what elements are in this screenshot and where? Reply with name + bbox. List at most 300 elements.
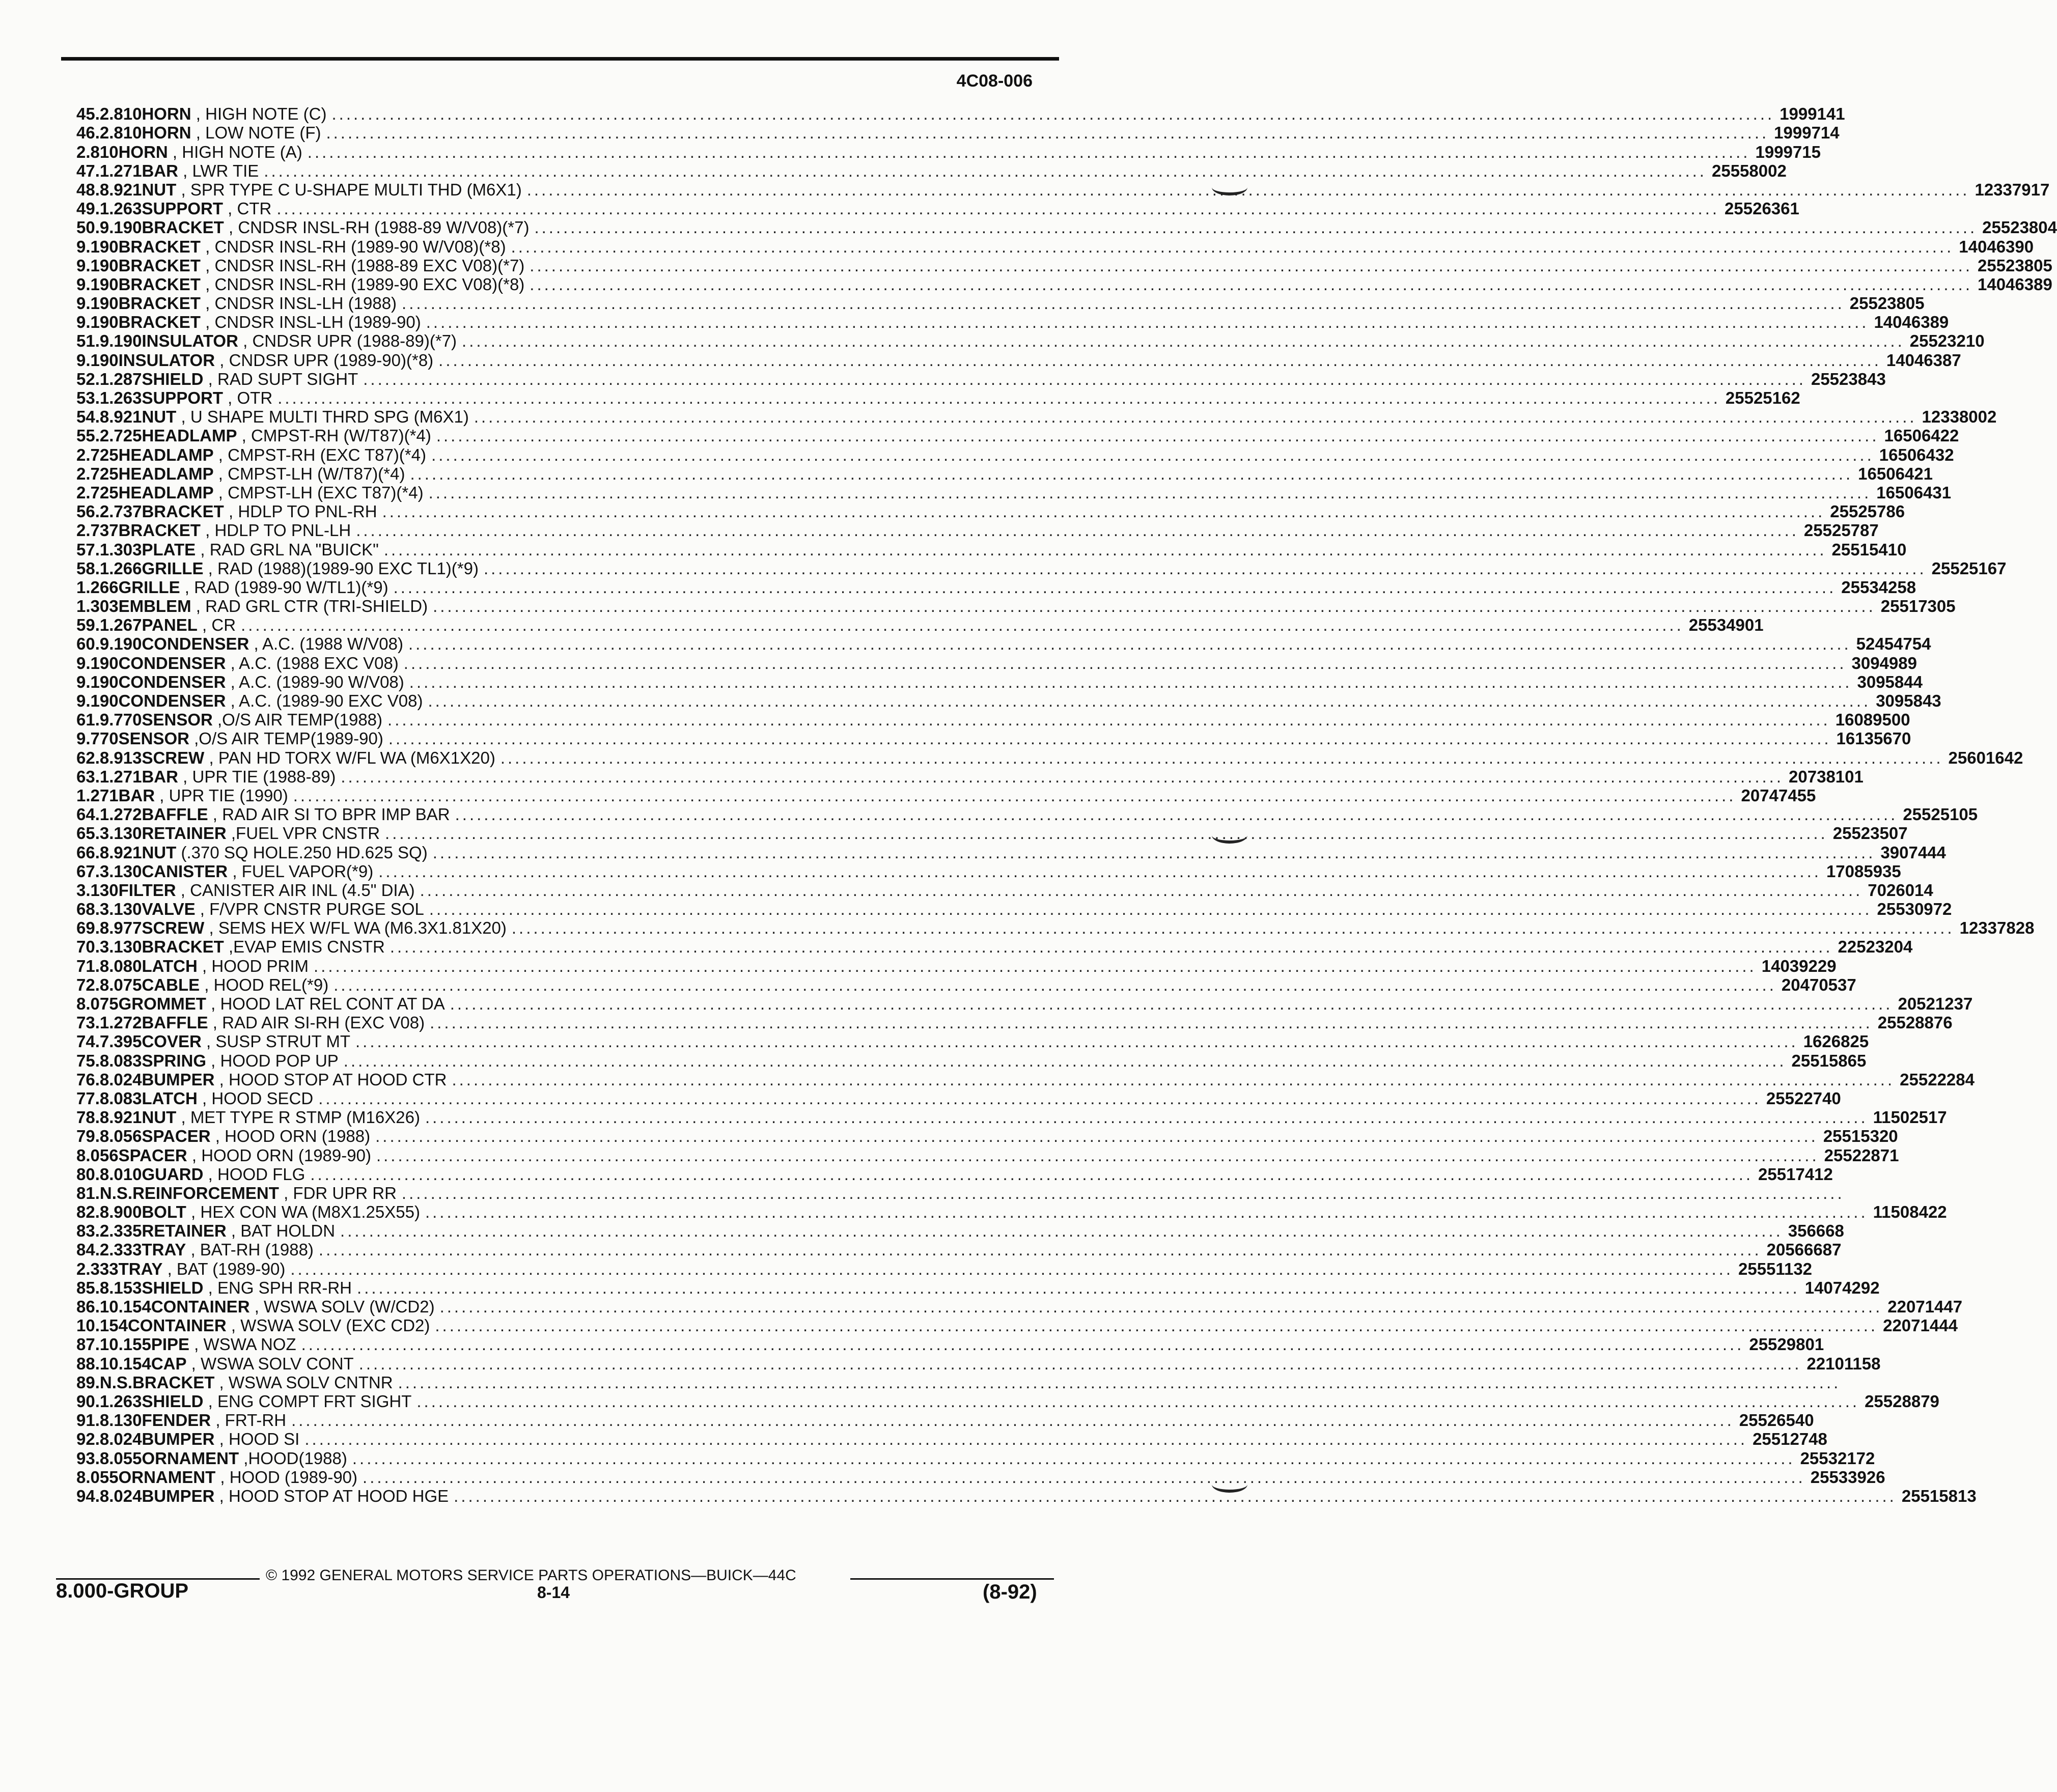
part-detail: SUSP STRUT MT [215,1032,350,1051]
part-number: 16135670 [1836,729,1911,748]
part-row [76,1108,1947,1127]
part-number: 25525787 [1803,521,1879,540]
group-number: 1.287 [99,369,142,388]
part-name: BRACKET [132,1373,215,1392]
part-number: 22523204 [1838,937,1913,957]
part-row [76,445,1954,464]
group-number: 2.810 [76,142,119,161]
part-row [76,237,2034,256]
part-row [76,824,1908,843]
part-detail: RAD (1989-90 W/TL1)(*9) [194,577,388,597]
part-detail: RAD (1988)(1989-90 EXC TL1)(*9) [217,558,479,578]
part-name: SPACER [118,1145,187,1165]
group-number: 8.130 [99,1411,142,1430]
part-number: 17085935 [1826,861,1901,881]
part-name: HORN [142,104,191,124]
scan-mark [1212,179,1247,195]
leader-dots: ........................................................................................................................................................................................................ [401,1183,1845,1202]
part-description: FENDER , FRT-RH [142,1411,287,1430]
part-detail: UPR TIE (1990) [169,786,288,805]
part-description: BRACKET , HDLP TO PNL-LH [118,521,351,540]
copyright-notice: © 1992 GENERAL MOTORS SERVICE PARTS OPERATIONS—BUICK—44C [266,1567,796,1584]
leader-dots: ........................................................................................................................................................................................................ [435,1316,1878,1335]
part-name: SUPPORT [142,388,223,407]
part-number: 20566687 [1766,1240,1842,1259]
part-detail: HOOD PRIM [211,956,309,975]
leader-dots: ........................................................................................................................................................................................................ [390,937,1833,957]
part-number: 1999141 [1780,104,1845,124]
part-name: SPACER [142,1127,211,1146]
part-row [76,294,1925,313]
leader-dots: ........................................................................................................................................................................................................ [290,1259,1734,1278]
part-row [76,142,1821,161]
part-detail: CNDSR UPR (1989-90)(*8) [229,350,434,370]
part-detail: CNDSR INSL-RH (1988-89 W/V08)(*7) [238,218,530,237]
part-description: HORN , HIGH NOTE (A) [118,142,302,161]
part-name: BAR [142,161,178,180]
leader-dots: ........................................................................................................................................................................................................ [301,1335,1744,1354]
part-description: BAFFLE , RAD AIR SI-RH (EXC V08) [142,1013,425,1032]
part-description: REINFORCEMENT , FDR UPR RR [132,1183,397,1202]
leader-dots: ........................................................................................................................................................................................................ [452,1070,1895,1089]
part-detail: UPR TIE (1988-89) [192,767,336,786]
ref-number: 93. [76,1448,100,1468]
part-number: 14039229 [1761,956,1837,975]
part-description: GRILLE , RAD (1989-90 W/TL1)(*9) [118,577,388,597]
group-number: 2.810 [99,104,142,124]
part-name: BRACKET [118,256,201,275]
part-description: NUT , SPR TYPE C U-SHAPE MULTI THD (M6X1) [142,180,522,199]
page-number: 8-14 [537,1583,570,1602]
part-number: 20738101 [1789,767,1864,786]
group-number: 8.075 [76,994,119,1013]
leader-dots: ........................................................................................................................................................................................................ [293,786,1736,805]
part-number: 16089500 [1835,710,1910,730]
part-detail: BAT HOLDN [240,1221,336,1241]
part-row [76,843,1946,862]
part-description [142,843,427,862]
leader-dots: ........................................................................................................................................................................................................ [393,577,1837,597]
part-number: 25517412 [1758,1164,1833,1184]
part-name: BUMPER [142,1486,215,1505]
part-number: 25512748 [1753,1430,1827,1449]
part-name: INSULATOR [118,350,215,370]
part-description: BRACKET , HDLP TO PNL-RH [142,502,377,521]
ref-number: 83. [76,1221,100,1241]
part-description: PANEL , CR [142,615,236,635]
group-number: 9.190 [76,672,119,691]
ref-number: 92. [76,1430,100,1449]
part-description: SPACER , HOOD ORN (1988) [142,1127,371,1146]
part-name: CANISTER [142,861,228,881]
footer-rule-right [850,1578,1054,1580]
ref-number: 74. [76,1032,100,1051]
part-detail: CR [211,615,236,635]
leader-dots: ........................................................................................................................................................................................................ [387,710,1830,730]
ref-number: 55. [76,426,100,445]
part-description: HORN , HIGH NOTE (C) [142,104,327,124]
ref-number: 90. [76,1391,100,1411]
leader-dots: ........................................................................................................................................................................................................ [264,161,1707,180]
part-description: HEADLAMP , CMPST-LH (W/T87)(*4) [118,464,405,483]
part-row [76,1164,1833,1184]
group-number: 8.913 [99,748,142,767]
group-number: 9.190 [99,331,142,351]
part-description: CABLE , HOOD REL(*9) [142,975,329,994]
ref-number: 51. [76,331,100,351]
group-number: 9.190 [76,691,119,710]
part-number: 25525786 [1830,502,1905,521]
part-detail: HIGH NOTE (A) [182,142,302,161]
part-detail: BAT-RH (1988) [200,1240,314,1259]
leader-dots: ........................................................................................................................................................................................................ [318,1088,1761,1108]
part-row [76,918,2035,938]
part-description [119,729,383,748]
part-row [76,1070,1975,1089]
part-row [76,502,1905,521]
part-detail: CNDSR INSL-RH (1988-89 EXC V08)(*7) [214,256,525,275]
part-number: 25517305 [1880,597,1956,616]
part-row [76,331,1985,351]
group-number: N.S. [99,1373,133,1392]
part-name: SENSOR [142,710,213,730]
part-name: VALVE [142,900,196,919]
part-description: PLATE , RAD GRL NA "BUICK" [142,540,379,559]
part-description: CANISTER , FUEL VAPOR(*9) [142,861,374,881]
part-name: TRAY [142,1240,186,1259]
part-number: 22071447 [1887,1297,1963,1316]
part-description: TRAY , BAT-RH (1988) [142,1240,314,1259]
group-number: 8.921 [99,407,142,427]
part-row [76,1354,1881,1373]
part-description: BRACKET , CNDSR INSL-RH (1988-89 EXC V08)(*7) [118,256,525,275]
part-row [76,1127,1898,1146]
part-description: BRACKET , CNDSR INSL-RH (1988-89 W/V08)(*7) [142,218,530,237]
part-description: HEADLAMP , CMPST-LH (EXC T87)(*4) [118,483,424,502]
part-row [76,558,2007,578]
part-number: 25528879 [1865,1391,1939,1411]
ref-number: 81. [76,1183,100,1202]
group-number: 1.267 [99,615,142,635]
part-name: SHIELD [142,369,204,388]
part-row [76,256,2052,275]
leader-dots: ........................................................................................................................................................................................................ [331,104,1775,124]
part-detail: WSWA SOLV CNTNR [228,1373,393,1392]
part-name: NUT [142,843,177,862]
part-name: GROMMET [118,994,206,1013]
part-name: HORN [118,142,168,161]
part-name: SENSOR [118,729,189,748]
part-row [76,1032,1869,1051]
part-detail: ,EVAP EMIS CNSTR [228,937,385,957]
part-number: 16506422 [1884,426,1959,445]
leader-dots: ........................................................................................................................................................................................................ [310,1164,1754,1184]
part-number: 16506431 [1876,483,1952,502]
leader-dots: ........................................................................................................................................................................................................ [363,369,1806,388]
part-detail: RAD GRL CTR (TRI-SHIELD) [205,597,428,616]
part-description: CAP , WSWA SOLV CONT [151,1354,354,1373]
part-name: HEADLAMP [118,483,214,502]
part-name: BOLT [142,1202,186,1222]
leader-dots: ........................................................................................................................................................................................................ [398,1373,1841,1392]
ref-number: 86. [76,1297,100,1316]
part-name: BAFFLE [142,805,208,824]
group-number: 1.263 [99,199,142,218]
part-number: 12337917 [1975,180,2050,199]
part-number: 22101158 [1806,1354,1881,1373]
leader-dots: ........................................................................................................................................................................................................ [439,1297,1883,1316]
part-row [76,388,1800,408]
part-description: GUARD , HOOD FLG [142,1164,305,1184]
part-row [76,615,1764,635]
part-description: SHIELD , ENG COMPT FRT SIGHT [142,1391,412,1411]
group-number: 1.271 [99,161,142,180]
part-description: BAR , LWR TIE [142,161,259,180]
part-detail: CNDSR INSL-RH (1989-90 EXC V08)(*8) [214,274,525,294]
ref-number: 82. [76,1202,100,1222]
part-name: BRACKET [118,521,201,540]
part-detail: CTR [237,199,272,218]
part-name: CONDENSER [118,672,226,691]
group-number: 8.921 [99,843,142,862]
part-detail: FDR UPR RR [293,1183,397,1202]
part-row [76,691,1941,711]
leader-dots: ........................................................................................................................................................................................................ [376,1145,1819,1165]
part-row [76,1391,1939,1411]
part-detail: FRT-RH [225,1411,287,1430]
ref-number: 75. [76,1051,100,1070]
leader-dots: ........................................................................................................................................................................................................ [436,426,1879,445]
part-description: BAFFLE , RAD AIR SI TO BPR IMP BAR [142,805,450,824]
part-name: BUMPER [142,1070,215,1089]
leader-dots: ........................................................................................................................................................................................................ [534,218,1978,237]
part-detail: CMPST-LH (W/T87)(*4) [228,464,405,483]
part-row [76,1467,1885,1487]
part-name: PANEL [142,615,198,635]
leader-dots: ........................................................................................................................................................................................................ [426,313,1869,332]
part-description: CONDENSER , A.C. (1988 W/V08) [142,634,403,654]
part-row [76,975,1856,995]
group-number: 10.154 [99,1354,151,1373]
leader-dots: ........................................................................................................................................................................................................ [530,274,1972,294]
part-detail: A.C. (1989-90 EXC V08) [239,691,423,710]
part-name: BRACKET [142,502,224,521]
part-detail: MET TYPE R STMP (M16X26) [190,1108,420,1127]
part-number: 25532172 [1800,1448,1875,1468]
part-description: BAR , UPR TIE (1988-89) [142,767,336,786]
ref-number: 78. [76,1108,100,1127]
part-number: 25523805 [1849,294,1925,313]
part-detail: RAD GRL NA "BUICK" [209,540,379,559]
part-number: 11508422 [1873,1202,1947,1222]
part-name: HEADLAMP [118,445,214,464]
part-number: 20521237 [1898,994,1973,1013]
group-number: 2.725 [76,483,119,502]
part-row [76,1051,1867,1070]
part-number: 25522871 [1824,1145,1899,1165]
part-row [76,729,1911,748]
leader-dots: ........................................................................................................................................................................................................ [388,729,1831,748]
part-number: 25523805 [1978,256,2052,275]
group-number: 10.154 [76,1316,128,1335]
leader-dots: ........................................................................................................................................................................................................ [425,1202,1868,1222]
part-number: 11502517 [1873,1108,1947,1127]
ref-number: 57. [76,540,100,559]
leader-dots: ........................................................................................................................................................................................................ [343,1051,1787,1070]
group-number: 8.083 [99,1051,142,1070]
part-detail: (.370 SQ HOLE.250 HD.625 SQ) [181,843,428,862]
part-number: 25526361 [1725,199,1799,218]
part-row [76,104,1845,124]
group-number: 2.725 [76,445,119,464]
part-number: 25523804 [1982,218,2057,237]
part-detail: HOOD SECD [211,1088,314,1108]
group-number: 10.154 [99,1297,151,1316]
part-number: 12338002 [1922,407,1997,427]
part-row [76,350,1961,370]
part-detail: OTR [237,388,273,407]
part-detail: HOOD STOP AT HOOD HGE [229,1486,449,1505]
ref-number: 91. [76,1411,100,1430]
group-number: 8.083 [99,1088,142,1108]
leader-dots: ........................................................................................................................................................................................................ [438,350,1881,370]
leader-dots: ........................................................................................................................................................................................................ [307,142,1750,161]
part-row [76,634,1931,654]
part-number: 25525162 [1725,388,1800,407]
group-number: 7.395 [99,1032,142,1051]
part-description: SHIELD , ENG SPH RR-RH [142,1278,352,1297]
part-detail: ENG SPH RR-RH [217,1278,352,1297]
part-name: TRAY [118,1259,163,1278]
part-detail: WSWA SOLV (W/CD2) [264,1297,435,1316]
part-row [76,1430,1827,1449]
part-number: 25525105 [1903,805,1978,824]
part-row [76,161,1787,181]
leader-dots: ........................................................................................................................................................................................................ [483,558,1927,578]
part-description: COVER , SUSP STRUT MT [142,1032,350,1051]
group-number: 9.190 [99,634,142,654]
parts-list [76,104,2057,1506]
part-description: GRILLE , RAD (1988)(1989-90 EXC TL1)(*9) [142,558,479,578]
part-description: SPACER , HOOD ORN (1989-90) [118,1145,371,1165]
part-detail: ENG COMPT FRT SIGHT [217,1391,412,1411]
group-number: 1.271 [99,767,142,786]
top-rule [61,57,1059,61]
part-name: SCREW [142,748,205,767]
part-detail: FUEL VAPOR(*9) [241,861,374,881]
part-name: BRACKET [118,274,201,294]
part-row [76,653,1917,673]
part-number: 25515813 [1901,1486,1977,1505]
part-number: 356668 [1788,1221,1844,1241]
ref-number: 85. [76,1278,100,1297]
part-description: SUPPORT , CTR [142,199,272,218]
ref-number: 46. [76,123,100,143]
group-number: 9.770 [99,710,142,730]
part-row [76,786,1816,805]
part-row [76,1448,1875,1468]
part-number: 25523843 [1811,369,1886,388]
ref-number: 71. [76,956,100,975]
part-description: NUT , U SHAPE MULTI THRD SPG (M6X1) [142,407,469,427]
ref-number: 50. [76,218,100,237]
leader-dots: ........................................................................................................................................................................................................ [450,994,1893,1013]
part-name: GUARD [142,1164,204,1184]
group-number: 2.335 [99,1221,142,1241]
part-number: 14046389 [1978,274,2052,294]
part-row [76,540,1907,559]
part-name: HEADLAMP [118,464,214,483]
part-detail: CNDSR INSL-RH (1989-90 W/V08)(*8) [214,237,506,256]
part-detail: BAT (1989-90) [176,1259,286,1278]
part-name: LATCH [142,1088,198,1108]
part-number: 25526540 [1739,1411,1814,1430]
part-number: 14046390 [1959,237,2034,256]
leader-dots: ........................................................................................................................................................................................................ [241,615,1684,635]
part-detail: CANISTER AIR INL (4.5" DIA) [190,880,415,900]
part-description: ORNAMENT , HOOD (1989-90) [118,1467,358,1487]
part-description: HEADLAMP , CMPST-RH (EXC T87)(*4) [118,445,427,464]
part-row [76,748,2023,767]
group-number: 9.190 [76,653,119,673]
group-number: 8.153 [99,1278,142,1297]
part-detail: PAN HD TORX W/FL WA (M6X1X20) [218,748,495,767]
part-detail: RAD AIR SI-RH (EXC V08) [222,1013,425,1032]
part-description: BRACKET , CNDSR INSL-RH (1989-90 EXC V08)(*8) [118,274,525,294]
part-number: 16506421 [1858,464,1933,483]
leader-dots: ........................................................................................................................................................................................................ [358,1354,1802,1373]
group-number: 1.271 [76,786,119,805]
part-description: SPRING , HOOD POP UP [142,1051,339,1070]
part-row [76,1316,1958,1335]
part-name: BAR [118,786,155,805]
part-name: COVER [142,1032,202,1051]
leader-dots: ........................................................................................................................................................................................................ [526,180,1970,199]
part-row [76,1335,1824,1354]
part-row [76,956,1837,975]
group-number: 3.130 [99,937,142,957]
leader-dots: ........................................................................................................................................................................................................ [382,502,1825,521]
part-description: PIPE , WSWA NOZ [151,1335,296,1354]
part-detail: WSWA SOLV CONT [201,1354,354,1373]
part-name: EMBLEM [118,597,191,616]
leader-dots: ........................................................................................................................................................................................................ [341,767,1784,786]
part-detail: F/VPR CNSTR PURGE SOL [209,900,424,919]
part-name: BRACKET [142,937,224,957]
part-description: VALVE , F/VPR CNSTR PURGE SOL [142,900,424,919]
part-row [76,274,2052,294]
part-detail: HEX CON WA (M8X1.25X55) [200,1202,420,1222]
leader-dots: ........................................................................................................................................................................................................ [304,1430,1748,1449]
leader-dots: ........................................................................................................................................................................................................ [429,900,1872,919]
group-number: 1.303 [99,540,142,559]
part-description: BUMPER , HOOD STOP AT HOOD CTR [142,1070,447,1089]
part-row [76,1221,1844,1241]
group-number: 2.810 [99,123,142,143]
leader-dots: ........................................................................................................................................................................................................ [408,634,1851,654]
part-detail: HIGH NOTE (C) [205,104,327,124]
part-row [76,1373,1841,1392]
part-description: LATCH , HOOD SECD [142,1088,314,1108]
part-detail: HOOD ORN (1989-90) [201,1145,371,1165]
part-detail: HOOD FLG [217,1164,305,1184]
leader-dots: ........................................................................................................................................................................................................ [420,880,1863,900]
part-name: BRACKET [142,218,224,237]
ref-number: 69. [76,918,100,938]
part-detail: HOOD (1989-90) [229,1467,358,1487]
group-number: 8.921 [99,1108,142,1127]
part-row [76,123,1840,143]
